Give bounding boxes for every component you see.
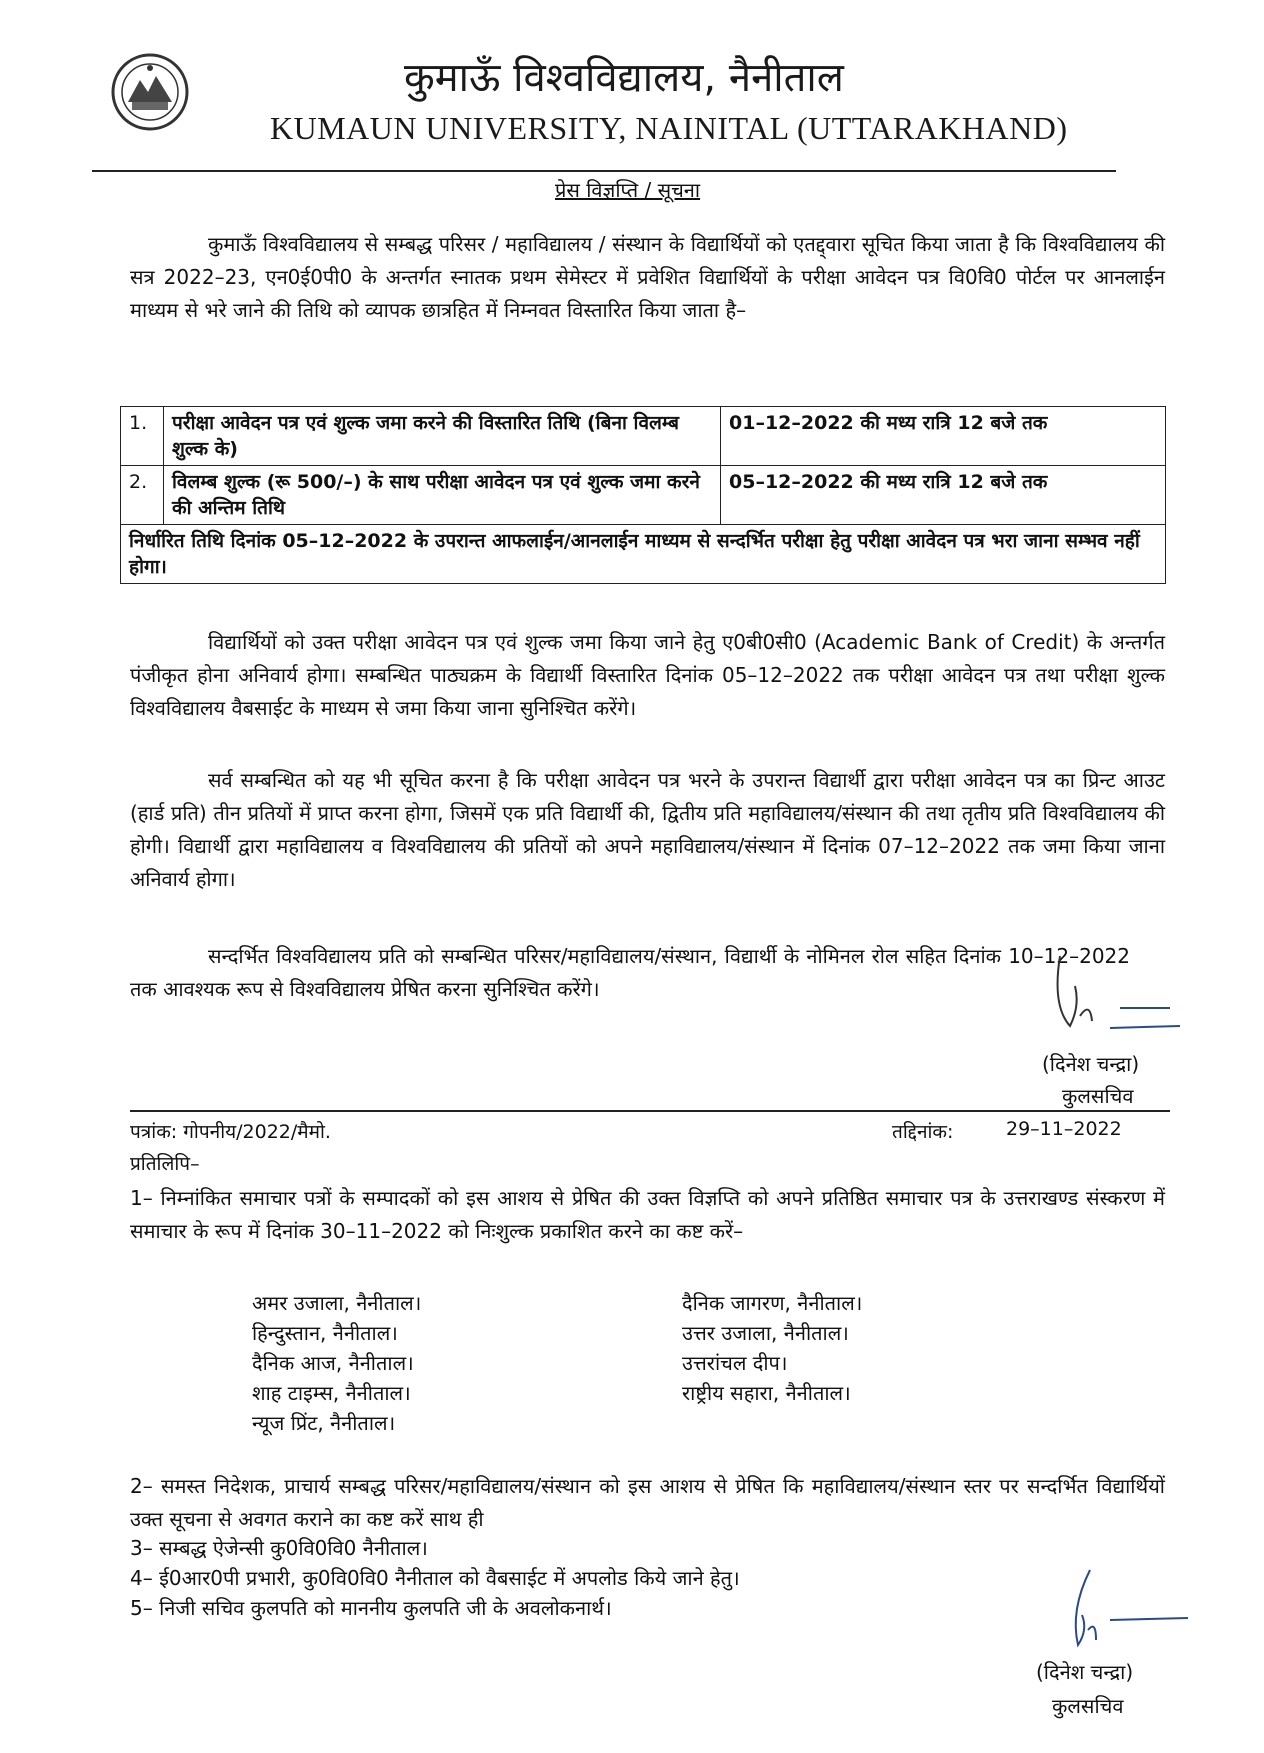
copy-item-3: 3– सम्बद्ध ऐजेन्सी कु0वि0वि0 नैनीताल।	[130, 1536, 428, 1560]
header-divider	[92, 170, 1116, 172]
reference-date: 29–11–2022	[1006, 1118, 1122, 1140]
university-title-english: KUMAUN UNIVERSITY, NAINITAL (UTTARAKHAND)	[270, 110, 1068, 146]
copy-item-1: 1– निम्नांकित समाचार पत्रों के सम्पादकों को इस आशय से प्रेषित की उक्त विज्ञप्ति को अपने प्रतिष्ठित समाचार पत्र के उत्तराखण्ड संस्करण में समाचार के रूप में दिनांक 30–11–2022 को निःशुल्क प्रकाशित करने का कष्ट करें–	[130, 1186, 1165, 1243]
list-item: दैनिक आज, नैनीताल।	[252, 1351, 414, 1375]
copy-item-2: 2– समस्त निदेशक, प्राचार्य सम्बद्ध परिसर/महाविद्यालय/संस्थान को इस आशय से प्रेषित कि महाविद्यालय/संस्थान स्तर पर सन्दर्भित विद्यार्थियों उक्त सूचना से अवगत कराने का कष्ट करें साथ ही	[130, 1474, 1165, 1531]
signature-scribble	[1060, 1560, 1200, 1660]
list-item: उत्तरांचल दीप।	[682, 1351, 788, 1375]
reference-date-label: तद्दिनांक:	[892, 1121, 954, 1143]
reference-number: पत्रांक: गोपनीय/2022/मैमो.	[130, 1121, 331, 1143]
intro-paragraph: कुमाऊँ विश्वविद्यालय से सम्बद्ध परिसर / महाविद्यालय / संस्थान के विद्यार्थियों को एतद्द्वारा सूचित किया जाता है कि विश्वविद्यालय की सत्र 2022–23, एन0ई0पी0 के अन्तर्गत स्नातक प्रथम सेमेस्टर में प्रवेशित विद्यार्थियों के परीक्षा आवेदन पत्र वि0वि0 पोर्टल पर आनलाईन माध्यम से भरे जाने की तिथि को व्यापक छात्रहित में निम्नवत विस्तारित किया जाता है–	[130, 232, 1165, 322]
row-date: 05–12–2022 की मध्य रात्रि 12 बजे तक	[721, 466, 1166, 525]
list-item: न्यूज प्रिंट, नैनीताल।	[252, 1411, 396, 1435]
row-number: 1.	[121, 407, 164, 466]
newspapers-right-list	[682, 1288, 862, 1408]
body-paragraph-2: सर्व सम्बन्धित को यह भी सूचित करना है कि परीक्षा आवेदन पत्र भरने के उपरान्त विद्यार्थी द्वारा परीक्षा आवेदन पत्र का प्रिन्ट आउट (हार्ड प्रति) तीन प्रतियों में प्राप्त करना होगा, जिसमें एक प्रति विद्यार्थी की, द्वितीय प्रति महाविद्यालय/संस्थान की तथा तृतीय प्रति विश्वविद्यालय की होगी। विद्यार्थी द्वारा महाविद्यालय व विश्वविद्यालय की प्रतियों को अपने महाविद्यालय/संस्थान में दिनांक 07–12–2022 तक जमा किया जाना अनिवार्य होगा।	[130, 768, 1165, 891]
list-item: हिन्दुस्तान, नैनीताल।	[252, 1321, 398, 1345]
copy-item-5: 5– निजी सचिव कुलपति को माननीय कुलपति जी के अवलोकनार्थ।	[130, 1596, 612, 1620]
signatory-designation: कुलसचिव	[1052, 1694, 1124, 1718]
signatory-designation: कुलसचिव	[1062, 1084, 1134, 1108]
notice-heading: प्रेस विज्ञप्ति / सूचना	[555, 178, 701, 202]
signatory-name: (दिनेश चन्द्रा)	[1036, 1660, 1134, 1684]
list-item: राष्ट्रीय सहारा, नैनीताल।	[682, 1381, 851, 1405]
row-date: 01–12–2022 की मध्य रात्रि 12 बजे तक	[721, 407, 1166, 466]
university-title-hindi: कुमाऊँ विश्वविद्यालय, नैनीताल	[404, 55, 844, 101]
table-footer-note: निर्धारित तिथि दिनांक 05–12–2022 के उपरान्त आफलाईन/आनलाईन माध्यम से सन्दर्भित परीक्षा हेतु परीक्षा आवेदन पत्र भरा जाना सम्भव नहीं होगा।	[121, 525, 1166, 584]
list-item: शाह टाइम्स, नैनीताल।	[252, 1381, 411, 1405]
row-number: 2.	[121, 466, 164, 525]
university-seal-logo	[110, 52, 190, 132]
table-row	[121, 407, 1166, 466]
copy-heading: प्रतिलिपि–	[130, 1153, 200, 1175]
dates-table	[120, 406, 1166, 584]
body-paragraph-3: सन्दर्भित विश्वविद्यालय प्रति को सम्बन्धित परिसर/महाविद्यालय/संस्थान, विद्यार्थी के नोमिनल रोल सहित दिनांक 10–12–2022 तक आवश्यक रूप से विश्वविद्यालय प्रेषित करना सुनिश्चित करेंगे।	[130, 944, 1130, 1001]
body-paragraph-1: विद्यार्थियों को उक्त परीक्षा आवेदन पत्र एवं शुल्क जमा किया जाने हेतु ए0बी0सी0 (Academic Bank of Credit) के अन्तर्गत पंजीकृत होना अनिवार्य होगा। सम्बन्धित पाठ्यक्रम के विद्यार्थी विस्तारित दिनांक 05–12–2022 तक परीक्षा आवेदन पत्र तथा परीक्षा शुल्क विश्वविद्यालय वैबसाईट के माध्यम से जमा किया जाना सुनिश्चित करेंगे।	[130, 630, 1165, 720]
copy-item-4: 4– ई0आर0पी प्रभारी, कु0वि0वि0 नैनीताल को वैबसाईट में अपलोड किये जाने हेतु।	[130, 1566, 740, 1590]
row-item: परीक्षा आवेदन पत्र एवं शुल्क जमा करने की विस्तारित तिथि (बिना विलम्ब शुल्क के)	[164, 407, 721, 466]
list-item: अमर उजाला, नैनीताल।	[252, 1291, 422, 1315]
table-row	[121, 466, 1166, 525]
list-item: उत्तर उजाला, नैनीताल।	[682, 1321, 849, 1345]
table-row	[121, 525, 1166, 584]
signatory-name: (दिनेश चन्द्रा)	[1042, 1052, 1140, 1076]
newspapers-left-list	[252, 1288, 421, 1438]
row-item: विलम्ब शुल्क (रू 500/–) के साथ परीक्षा आवेदन पत्र एवं शुल्क जमा करने की अन्तिम तिथि	[164, 466, 721, 525]
signature-scribble	[1050, 946, 1190, 1046]
signature-divider	[130, 1110, 1170, 1112]
list-item: दैनिक जागरण, नैनीताल।	[682, 1291, 863, 1315]
